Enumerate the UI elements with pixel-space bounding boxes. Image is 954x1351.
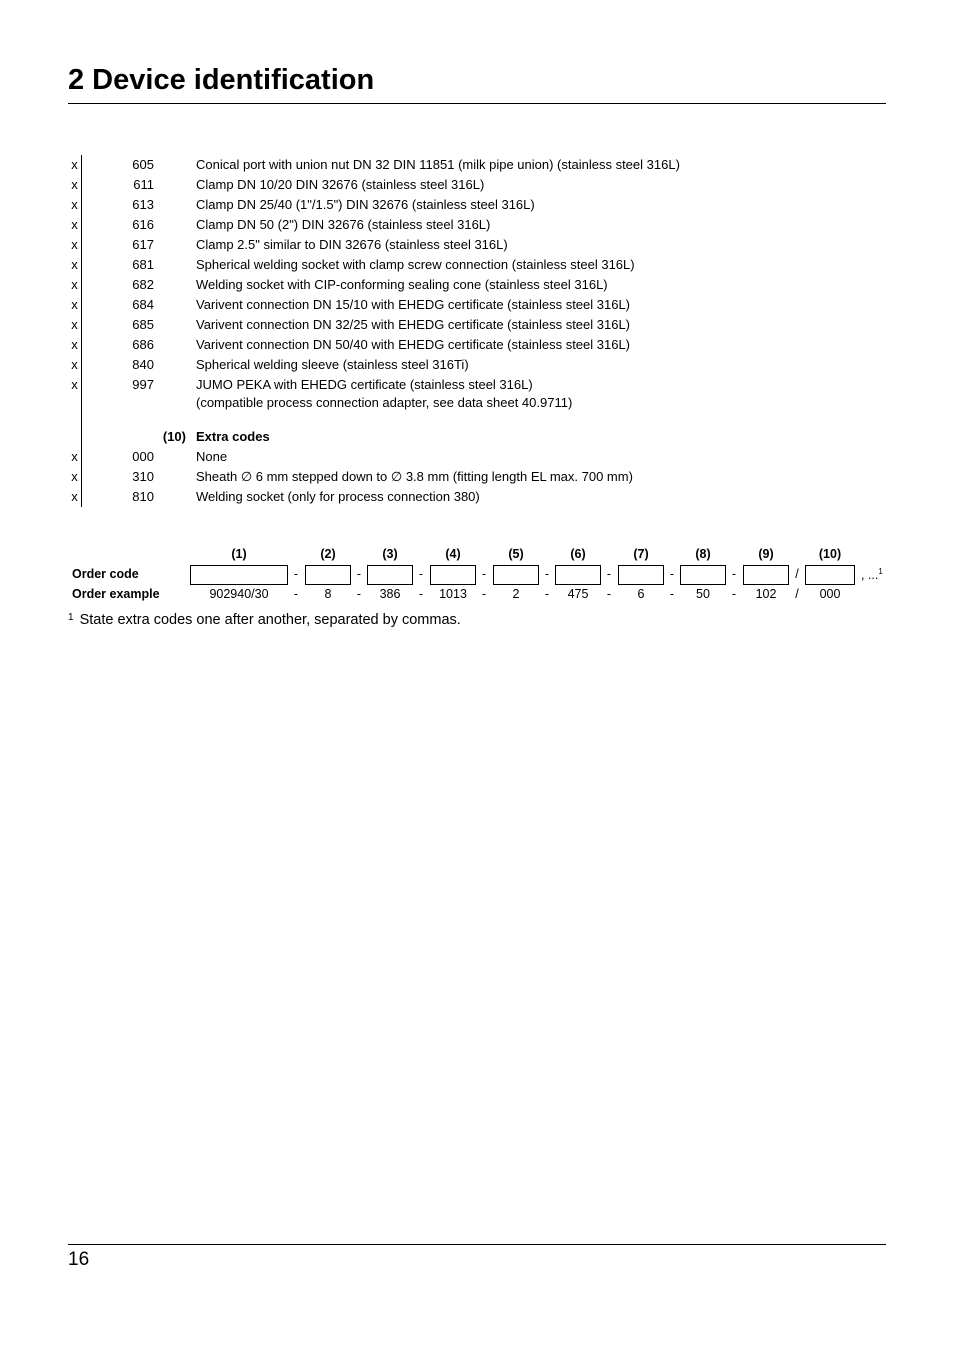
column-header: (10)	[818, 547, 842, 561]
option-code: 611	[133, 177, 154, 192]
option-mark: x	[68, 447, 82, 467]
option-mark	[68, 411, 82, 427]
option-code: 997	[132, 377, 154, 392]
option-desc: None	[196, 449, 228, 464]
section-title: Extra codes	[196, 429, 270, 444]
order-code-box[interactable]	[493, 565, 539, 585]
order-code-box[interactable]	[743, 565, 789, 585]
order-code-box[interactable]	[805, 565, 855, 585]
order-code-box[interactable]	[430, 565, 476, 585]
option-mark	[68, 427, 82, 447]
order-code-label: Order code	[72, 567, 139, 581]
option-row	[68, 447, 828, 467]
option-code: 310	[132, 469, 154, 484]
option-mark: x	[68, 195, 82, 215]
section-number: (10)	[162, 429, 186, 444]
option-code: 682	[132, 277, 154, 292]
order-example-value: 902940/30	[209, 587, 269, 601]
order-example-value: 50	[696, 587, 710, 601]
option-row	[68, 275, 828, 295]
option-row	[68, 375, 828, 411]
option-code: 613	[132, 197, 154, 212]
option-row	[68, 235, 828, 255]
option-row	[68, 355, 828, 375]
option-desc: Welding socket with CIP-conforming sealing cone (stainless steel 316L)	[196, 277, 608, 292]
option-desc: Conical port with union nut DN 32 DIN 11851 (milk pipe union) (stainless steel 316L)	[196, 157, 680, 172]
option-desc: Varivent connection DN 50/40 with EHEDG certificate (stainless steel 316L)	[196, 337, 631, 352]
option-mark: x	[68, 467, 82, 487]
page-title: 2 Device identification	[68, 64, 375, 96]
example-separator: -	[606, 587, 612, 601]
order-separator: -	[544, 567, 550, 581]
option-desc: Varivent connection DN 15/10 with EHEDG certificate (stainless steel 316L)	[196, 297, 631, 312]
options-table	[68, 155, 828, 507]
option-code: 000	[132, 449, 154, 464]
column-header: (7)	[633, 547, 649, 561]
option-mark: x	[68, 295, 82, 315]
option-code: 810	[132, 489, 154, 504]
option-row	[68, 195, 828, 215]
option-row	[68, 175, 828, 195]
option-mark: x	[68, 275, 82, 295]
order-example-value: 8	[324, 587, 332, 601]
order-code-box[interactable]	[367, 565, 413, 585]
option-row	[68, 295, 828, 315]
option-desc: Spherical welding sleeve (stainless steel 316Ti)	[196, 357, 469, 372]
column-header: (6)	[570, 547, 586, 561]
column-header: (9)	[758, 547, 774, 561]
column-header: (2)	[320, 547, 336, 561]
order-code-box[interactable]	[190, 565, 288, 585]
footnote-mark: 1	[68, 612, 74, 623]
option-desc: Sheath ∅ 6 mm stepped down to ∅ 3.8 mm (fitting length EL max. 700 mm)	[196, 469, 633, 484]
section-header-row	[68, 427, 828, 447]
example-separator: -	[669, 587, 675, 601]
option-desc: Clamp DN 25/40 (1"/1.5") DIN 32676 (stainless steel 316L)	[196, 197, 535, 212]
option-desc: Clamp 2.5" similar to DIN 32676 (stainless steel 316L)	[196, 237, 508, 252]
column-header: (8)	[695, 547, 711, 561]
option-row	[68, 215, 828, 235]
option-mark: x	[68, 355, 82, 375]
option-row	[68, 315, 828, 335]
column-header: (5)	[508, 547, 524, 561]
order-example-value: 1013	[439, 587, 467, 601]
option-desc	[196, 375, 572, 411]
footer-divider	[68, 1244, 886, 1245]
option-desc-line1: JUMO PEKA with EHEDG certificate (stainless steel 316L)	[196, 377, 533, 392]
option-desc-line2: (compatible process connection adapter, see data sheet 40.9711)	[196, 395, 573, 410]
column-header: (4)	[445, 547, 461, 561]
order-code-box[interactable]	[305, 565, 351, 585]
example-separator: -	[481, 587, 487, 601]
order-code-grid	[68, 545, 898, 607]
option-code: 681	[132, 257, 154, 272]
option-desc: Clamp DN 50 (2") DIN 32676 (stainless steel 316L)	[196, 217, 491, 232]
footnote-ref: 1	[878, 567, 883, 576]
option-code: 616	[132, 217, 154, 232]
order-example-label: Order example	[72, 587, 160, 601]
option-row	[68, 335, 828, 355]
example-separator: -	[293, 587, 299, 601]
example-separator: /	[795, 587, 799, 601]
option-code: 684	[132, 297, 154, 312]
order-code-box[interactable]	[618, 565, 664, 585]
option-mark: x	[68, 335, 82, 355]
order-separator: -	[356, 567, 362, 581]
option-row	[68, 155, 828, 175]
option-mark: x	[68, 255, 82, 275]
spacer-row	[68, 411, 828, 427]
title-divider	[68, 103, 886, 104]
option-code: 685	[132, 317, 154, 332]
example-separator: -	[731, 587, 737, 601]
option-code: 605	[132, 157, 154, 172]
option-mark: x	[68, 155, 82, 175]
option-code: 686	[132, 337, 154, 352]
order-example-value: 386	[379, 587, 401, 601]
option-mark: x	[68, 487, 82, 507]
example-separator: -	[418, 587, 424, 601]
order-example-value: 6	[637, 587, 645, 601]
order-code-box[interactable]	[555, 565, 601, 585]
order-tail-text: , ...	[861, 568, 879, 583]
option-row	[68, 487, 828, 507]
order-code-tail	[861, 567, 883, 582]
option-desc: Clamp DN 10/20 DIN 32676 (stainless steel 316L)	[196, 177, 485, 192]
column-header: (3)	[382, 547, 398, 561]
option-desc: Spherical welding socket with clamp screw connection (stainless steel 316L)	[196, 257, 635, 272]
footnote	[68, 612, 461, 628]
footnote-text: State extra codes one after another, separated by commas.	[79, 612, 461, 628]
option-code: 617	[132, 237, 154, 252]
order-separator: -	[418, 567, 424, 581]
column-header: (1)	[231, 547, 247, 561]
example-separator: -	[356, 587, 362, 601]
order-example-value: 102	[755, 587, 777, 601]
option-desc: Varivent connection DN 32/25 with EHEDG certificate (stainless steel 316L)	[196, 317, 631, 332]
option-row	[68, 467, 828, 487]
option-mark: x	[68, 215, 82, 235]
option-mark: x	[68, 315, 82, 335]
option-mark: x	[68, 375, 82, 411]
order-example-value: 000	[819, 587, 841, 601]
order-separator: -	[669, 567, 675, 581]
example-separator: -	[544, 587, 550, 601]
option-desc: Welding socket (only for process connection 380)	[196, 489, 480, 504]
order-separator: -	[606, 567, 612, 581]
order-example-value: 475	[567, 587, 589, 601]
option-code: 840	[132, 357, 154, 372]
option-mark: x	[68, 175, 82, 195]
order-separator: -	[731, 567, 737, 581]
option-mark: x	[68, 235, 82, 255]
order-code-box[interactable]	[680, 565, 726, 585]
option-row	[68, 255, 828, 275]
order-separator: /	[795, 567, 799, 581]
page-number: 16	[68, 1249, 90, 1270]
order-separator: -	[481, 567, 487, 581]
order-separator: -	[293, 567, 299, 581]
order-example-value: 2	[512, 587, 520, 601]
